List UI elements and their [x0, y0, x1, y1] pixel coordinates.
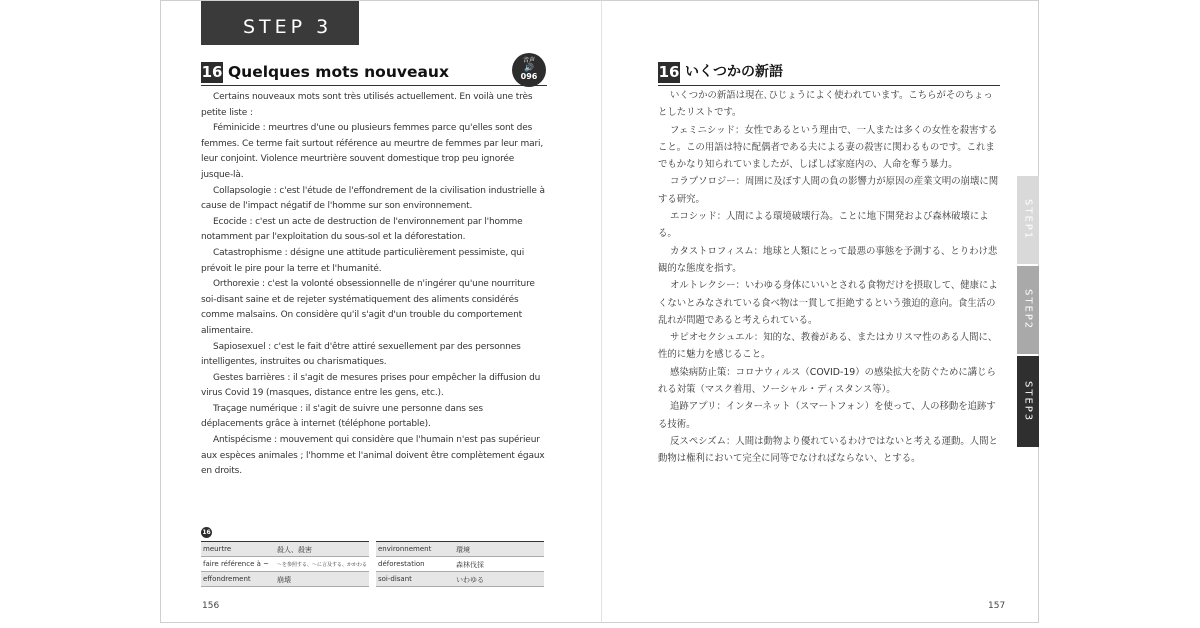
vocab-number-badge: 16	[202, 529, 211, 536]
speaker-icon: 🔊	[524, 63, 534, 72]
paragraph: Traçage numérique : il s'agit de suivre une personne dans ses déplacements grâce à internet (téléphone portable).	[201, 403, 483, 430]
paragraph: コラプソロジー：周囲に及ぼす人間の負の影響力が原因の産業文明の崩壊に関する研究。	[658, 176, 999, 205]
lesson-title-text: Quelques mots nouveaux	[228, 63, 449, 81]
lesson-number: 16	[201, 63, 223, 81]
tab-label: STEP2	[1022, 289, 1034, 331]
paragraph: オルトレクシー：いわゆる身体にいいとされる食物だけを摂取して、健康によくないとみなされている食べ物は一貫して拒絶するという強迫的意向。食生活の乱れが問題であると考えられている。	[658, 280, 998, 326]
paragraph: 追跡アプリ：インターネット（スマートフォン）を使って、人の移動を追跡する技術。	[658, 401, 996, 430]
paragraph: Féminicide : meurtres d'une ou plusieurs femmes parce qu'elles sont des femmes. Ce terme fait surtout référence au meurtre de femmes par leur mari, leur conjoint. Violence meurtrière souvent domestique trop peu ignorée jusque-là.	[201, 123, 544, 180]
vocab-row	[201, 572, 369, 587]
lesson-number: 16	[658, 63, 680, 81]
lesson-title-french	[201, 61, 547, 86]
vocab-meaning: 環境	[456, 546, 470, 554]
paragraph: サピオセクシュエル：知的な、教養がある、またはカリスマ性のある人間に、性的に魅力を感じること。	[658, 332, 998, 361]
paragraph: エコシッド：人間による環境破壊行為。ことに地下開発および森林破壊による。	[658, 211, 989, 240]
tab-label: STEP3	[1022, 380, 1034, 423]
vocab-word: soi-disant	[378, 575, 412, 583]
audio-track-icon[interactable]	[512, 53, 546, 87]
vocab-word: environnement	[378, 545, 432, 553]
tab-step3[interactable]	[1017, 356, 1039, 447]
vocab-word: déforestation	[378, 560, 425, 568]
step-header: STEP 3	[201, 1, 359, 45]
vocab-word: meurtre	[203, 545, 232, 553]
paragraph: Certains nouveaux mots sont très utilisés actuellement. En voilà une très petite liste :	[201, 92, 533, 118]
tab-step1[interactable]	[1017, 176, 1039, 264]
tab-step2[interactable]	[1017, 266, 1039, 354]
right-page	[601, 0, 1039, 623]
page-number: 156	[202, 601, 220, 611]
audio-track-number: 096	[520, 72, 538, 81]
vocab-row	[376, 542, 544, 557]
paragraph: フェミニシッド：女性であるという理由で、一人または多くの女性を殺害すること。この用語は特に配偶者である夫による妻の殺害に関わるものです。これまでもかなり知られていましたが、しばしば家庭内の、人命を奪う暴力。	[658, 124, 998, 171]
left-page	[160, 0, 601, 623]
tab-label: STEP1	[1022, 199, 1034, 241]
vocab-table-right	[376, 541, 544, 587]
vocab-word: faire référence à ~	[203, 560, 269, 568]
vocab-row	[201, 542, 369, 557]
lesson-title-japanese	[658, 61, 1000, 86]
paragraph: 反スペシズム：人間は動物より優れているわけではないと考える運動。人間と動物は権利において完全に同等でなければならない、とする。	[658, 435, 998, 465]
paragraph: Orthorexie : c'est la volonté obsessionnelle de n'ingérer qu'une nourriture soi-disant saine et de rejeter systématiquement des aliments considérés comme malsains. On considère qu'il s'agit d'un trouble du comportement alimentaire.	[201, 279, 535, 336]
paragraph: Collapsologie : c'est l'étude de l'effondrement de la civilisation industrielle à cause de l'impact négatif de l'homme sur son environnement.	[201, 185, 545, 212]
french-body-text	[201, 90, 547, 480]
paragraph: 感染病防止策：コロナウィルス（COVID-19）の感染拡大を防ぐために講じられる対策（マスク着用、ソーシャル・ディスタンス等）。	[658, 366, 996, 396]
vocab-meaning: いわゆる	[456, 576, 484, 584]
paragraph: Gestes barrières : il s'agit de mesures prises pour empêcher la diffusion du virus Covid 19 (masques, distance entre les gens, etc.).	[201, 372, 541, 399]
paragraph: Sapiosexuel : c'est le fait d'être attiré sexuellement par des personnes intelligentes, instruites ou charismatiques.	[201, 341, 521, 368]
vocab-row	[376, 557, 544, 572]
audio-label: 音声	[522, 57, 535, 64]
vocab-meaning: ～を参照する、～に言及する、かかわる	[277, 562, 368, 568]
vocab-row	[376, 572, 544, 587]
paragraph: いくつかの新語は現在､ひじょうによく使われています。こちらがそのちょっとしたリストです。	[658, 90, 993, 119]
paragraph: Ecocide : c'est un acte de destruction de l'environnement par l'homme notamment par l'exploitation du sous-sol et la déforestation.	[201, 216, 523, 243]
paragraph: Catastrophisme : désigne une attitude particulièrement pessimiste, qui prévoit le pire pour la terre et l'humanité.	[201, 247, 525, 274]
paragraph: Antispécisme : mouvement qui considère que l'humain n'est pas supérieur aux espèces animales ; l'homme et l'animal doivent être complètement égaux en droits.	[201, 435, 545, 477]
japanese-body-text	[658, 87, 1000, 468]
vocab-meaning: 森林伐採	[456, 561, 484, 569]
vocab-row	[201, 557, 369, 572]
vocab-word: effondrement	[203, 575, 251, 583]
vocab-meaning: 崩壊	[277, 576, 291, 584]
lesson-title-text: いくつかの新語	[685, 64, 783, 80]
paragraph: カタストロフィスム：地球と人類にとって最悪の事態を予測する、とりわけ悲観的な態度を指す。	[658, 245, 998, 274]
vocab-meaning: 殺人、殺害	[277, 546, 312, 554]
vocab-table-left	[201, 541, 369, 587]
page-number: 157	[988, 601, 1006, 611]
